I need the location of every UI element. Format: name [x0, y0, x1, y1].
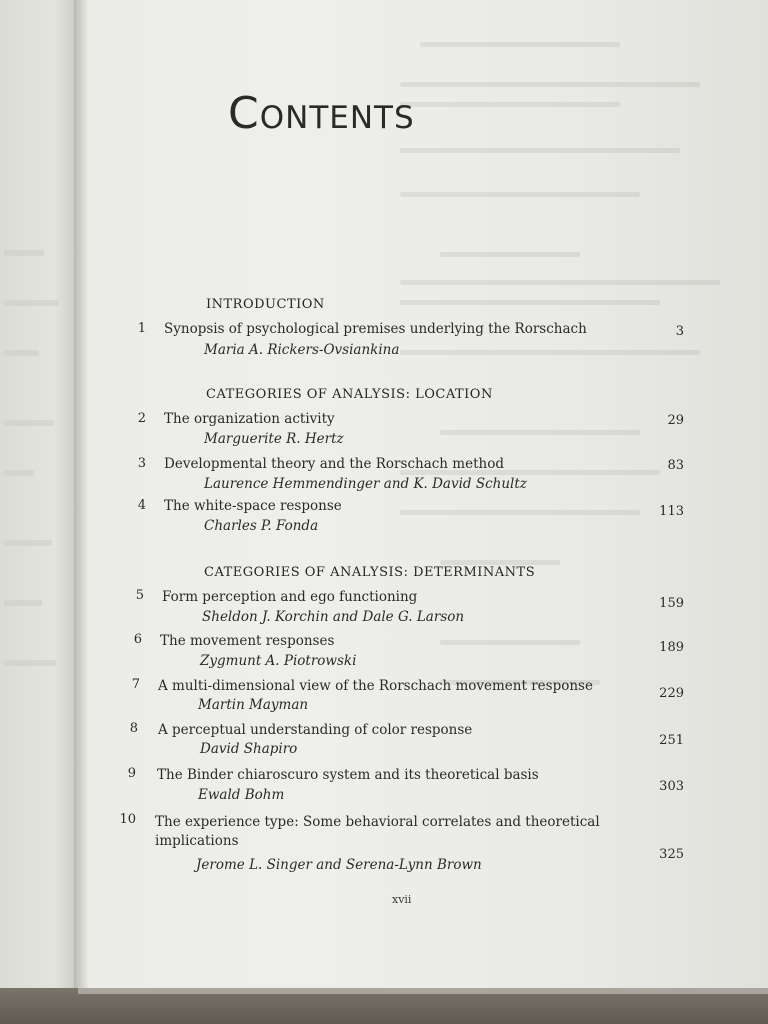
- chapter-author: Jerome L. Singer and Serena-Lynn Brown: [196, 857, 482, 873]
- chapter-title: The white-space response: [164, 498, 342, 514]
- chapter-author: Maria A. Rickers-Ovsiankina: [204, 342, 400, 358]
- chapter-author: Zygmunt A. Piotrowski: [200, 653, 357, 669]
- chapter-number: 2: [137, 411, 146, 426]
- page-number: 83: [667, 458, 684, 473]
- page-number: 229: [659, 686, 684, 701]
- chapter-number: 7: [131, 677, 140, 692]
- page-number: 159: [659, 596, 684, 611]
- section-heading-determinants: CATEGORIES OF ANALYSIS: DETERMINANTS: [204, 565, 536, 580]
- chapter-author: David Shapiro: [200, 741, 298, 757]
- chapter-title: Developmental theory and the Rorschach method: [164, 456, 504, 472]
- chapter-author: Marguerite R. Hertz: [204, 431, 344, 447]
- section-heading-introduction: INTRODUCTION: [206, 297, 325, 312]
- chapter-number: 5: [135, 588, 144, 603]
- page-number: 113: [659, 504, 684, 519]
- chapter-title: The experience type: Some behavioral correlates and theoretical: [155, 814, 600, 830]
- chapter-number: 4: [137, 498, 146, 513]
- chapter-number: 9: [127, 766, 136, 781]
- chapter-number: 10: [119, 812, 136, 827]
- section-heading-location: CATEGORIES OF ANALYSIS: LOCATION: [206, 387, 493, 402]
- chapter-number: 8: [129, 721, 138, 736]
- page-number: 3: [675, 324, 684, 339]
- chapter-author: Ewald Bohm: [198, 787, 285, 803]
- chapter-title: The Binder chiaroscuro system and its theoretical basis: [157, 767, 539, 783]
- chapter-title: The movement responses: [160, 633, 335, 649]
- chapter-title-continued: implications: [155, 833, 239, 849]
- chapter-number: 6: [133, 632, 142, 647]
- page-number: 29: [667, 413, 684, 428]
- chapter-title: The organization activity: [164, 411, 335, 427]
- chapter-author: Laurence Hemmendinger and K. David Schultz: [204, 476, 527, 492]
- chapter-number: 3: [137, 456, 146, 471]
- chapter-title: Synopsis of psychological premises underlying the Rorschach: [164, 321, 587, 337]
- chapter-number: 1: [137, 321, 146, 336]
- page-number: 303: [659, 779, 684, 794]
- chapter-title: A multi-dimensional view of the Rorschach movement response: [158, 678, 593, 694]
- chapter-author: Charles P. Fonda: [204, 518, 319, 534]
- page-number: 189: [659, 640, 684, 655]
- chapter-author: Sheldon J. Korchin and Dale G. Larson: [202, 609, 465, 625]
- chapter-title: Form perception and ego functioning: [162, 589, 418, 605]
- folio-page-number: xvii: [392, 893, 412, 906]
- page-title: Contents: [228, 88, 415, 139]
- page-number: 251: [659, 733, 684, 748]
- page-number: 325: [659, 847, 684, 862]
- chapter-author: Martin Mayman: [198, 697, 309, 713]
- chapter-title: A perceptual understanding of color response: [158, 722, 473, 738]
